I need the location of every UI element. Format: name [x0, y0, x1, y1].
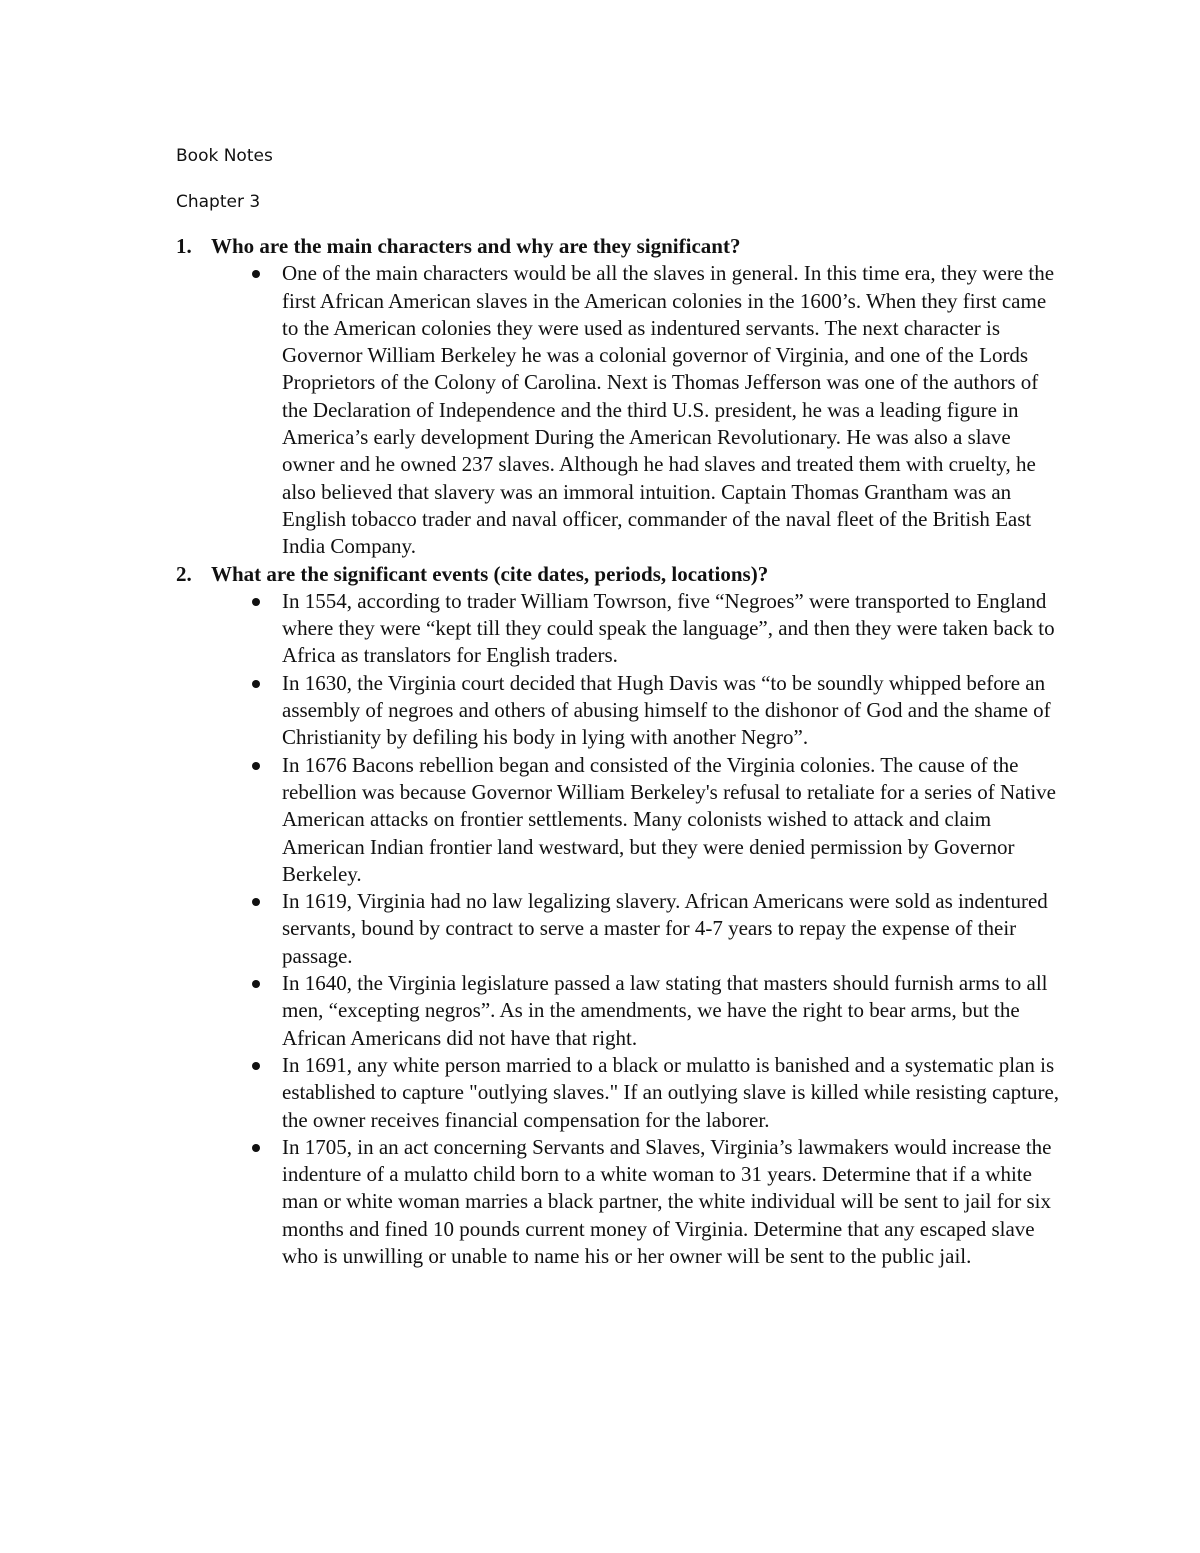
question-2 [176, 561, 1066, 1271]
bullet-text: In 1630, the Virginia court decided that Hugh Davis was “to be soundly whipped before an assembly of negroes and others of abusing himself to the dishonor of God and the shame of Christianity by defiling his body in lying with another Negro”. [282, 670, 1051, 750]
bullet-text: In 1705, in an act concerning Servants and Slaves, Virginia’s lawmakers would increase the indenture of a mulatto child born to a white woman to 31 years. Determine that if a white man or white woman marries a black partner, the white individual will be sent to jail for six months and fined 10 pounds current money of Virginia. Determine that any escaped slave who is unwilling or unable to name his or her owner will be sent to the public jail. [282, 1134, 1052, 1268]
list-item [282, 670, 1066, 752]
bullet-icon [252, 1062, 260, 1070]
bullet-text: In 1554, according to trader William Towrson, five “Negroes” were transported to England where they were “kept till they could speak the language”, and then they were taken back to Africa as translators for English traders. [282, 588, 1055, 668]
list-item [282, 1134, 1066, 1270]
list-item [282, 1052, 1066, 1134]
list-item [282, 970, 1066, 1052]
bullet-text: In 1619, Virginia had no law legalizing slavery. African Americans were sold as indentured servants, bound by contract to serve a master for 4-7 years to repay the expense of their passage. [282, 889, 1048, 968]
answer-list [211, 588, 1066, 1270]
bullet-icon [252, 680, 260, 688]
question-1 [176, 233, 1066, 561]
question-number: 1. [176, 234, 192, 258]
bullet-text: In 1691, any white person married to a black or mulatto is banished and a systematic plan is established to capture "outlying slaves." If an outlying slave is killed while resisting capture, the owner receives financial compensation for the laborer. [282, 1052, 1060, 1132]
list-item [282, 752, 1066, 888]
bullet-icon [252, 898, 260, 906]
chapter-heading: Chapter 3 [176, 192, 261, 212]
bullet-icon [252, 980, 260, 988]
question-text: What are the significant events (cite dates, periods, locations)? [211, 561, 769, 586]
bullet-icon [252, 1144, 260, 1152]
question-text: Who are the main characters and why are they significant? [211, 234, 741, 258]
bullet-text: One of the main characters would be all the slaves in general. In this time era, they were the first African American slaves in the American colonies in the 1600’s. When they first came to the American colonies they were used as indentured servants. The next character is Governor William Berkeley he was a colonial governor of Virginia, and one of the Lords Proprietors of the Colony of Carolina. Next is Thomas Jefferson was one of the authors of the Declaration of Independence and the third U.S. president, he was a leading figure in America’s early development During the American Revolutionary. He was also a slave owner and he owned 237 slaves. Although he had slaves and treated them with cruelty, he also believed that slavery was an immoral intuition. Captain Thomas Grantham was an English tobacco trader and naval officer, commander of the naval fleet of the British East India Company. [282, 261, 1055, 559]
list-item [282, 588, 1066, 670]
document-title: Book Notes [176, 146, 273, 166]
list-item [282, 260, 1066, 560]
bullet-text: In 1640, the Virginia legislature passed a law stating that masters should furnish arms to all men, “excepting negros”. As in the amendments, we have the right to bear arms, but the African Americans did not have that right. [282, 971, 1048, 1050]
document-body [176, 233, 1066, 1270]
bullet-icon [252, 270, 260, 278]
answer-list [211, 260, 1066, 560]
bullet-icon [252, 598, 260, 606]
list-item [282, 888, 1066, 970]
bullet-icon [252, 762, 260, 770]
bullet-text: In 1676 Bacons rebellion began and consisted of the Virginia colonies. The cause of the rebellion was because Governor William Berkeley's refusal to retaliate for a series of Native American attacks on frontier settlements. Many colonists wished to attack and claim American Indian frontier land westward, but they were denied permission by Governor Berkeley. [282, 752, 1056, 886]
question-number: 2. [176, 561, 192, 586]
